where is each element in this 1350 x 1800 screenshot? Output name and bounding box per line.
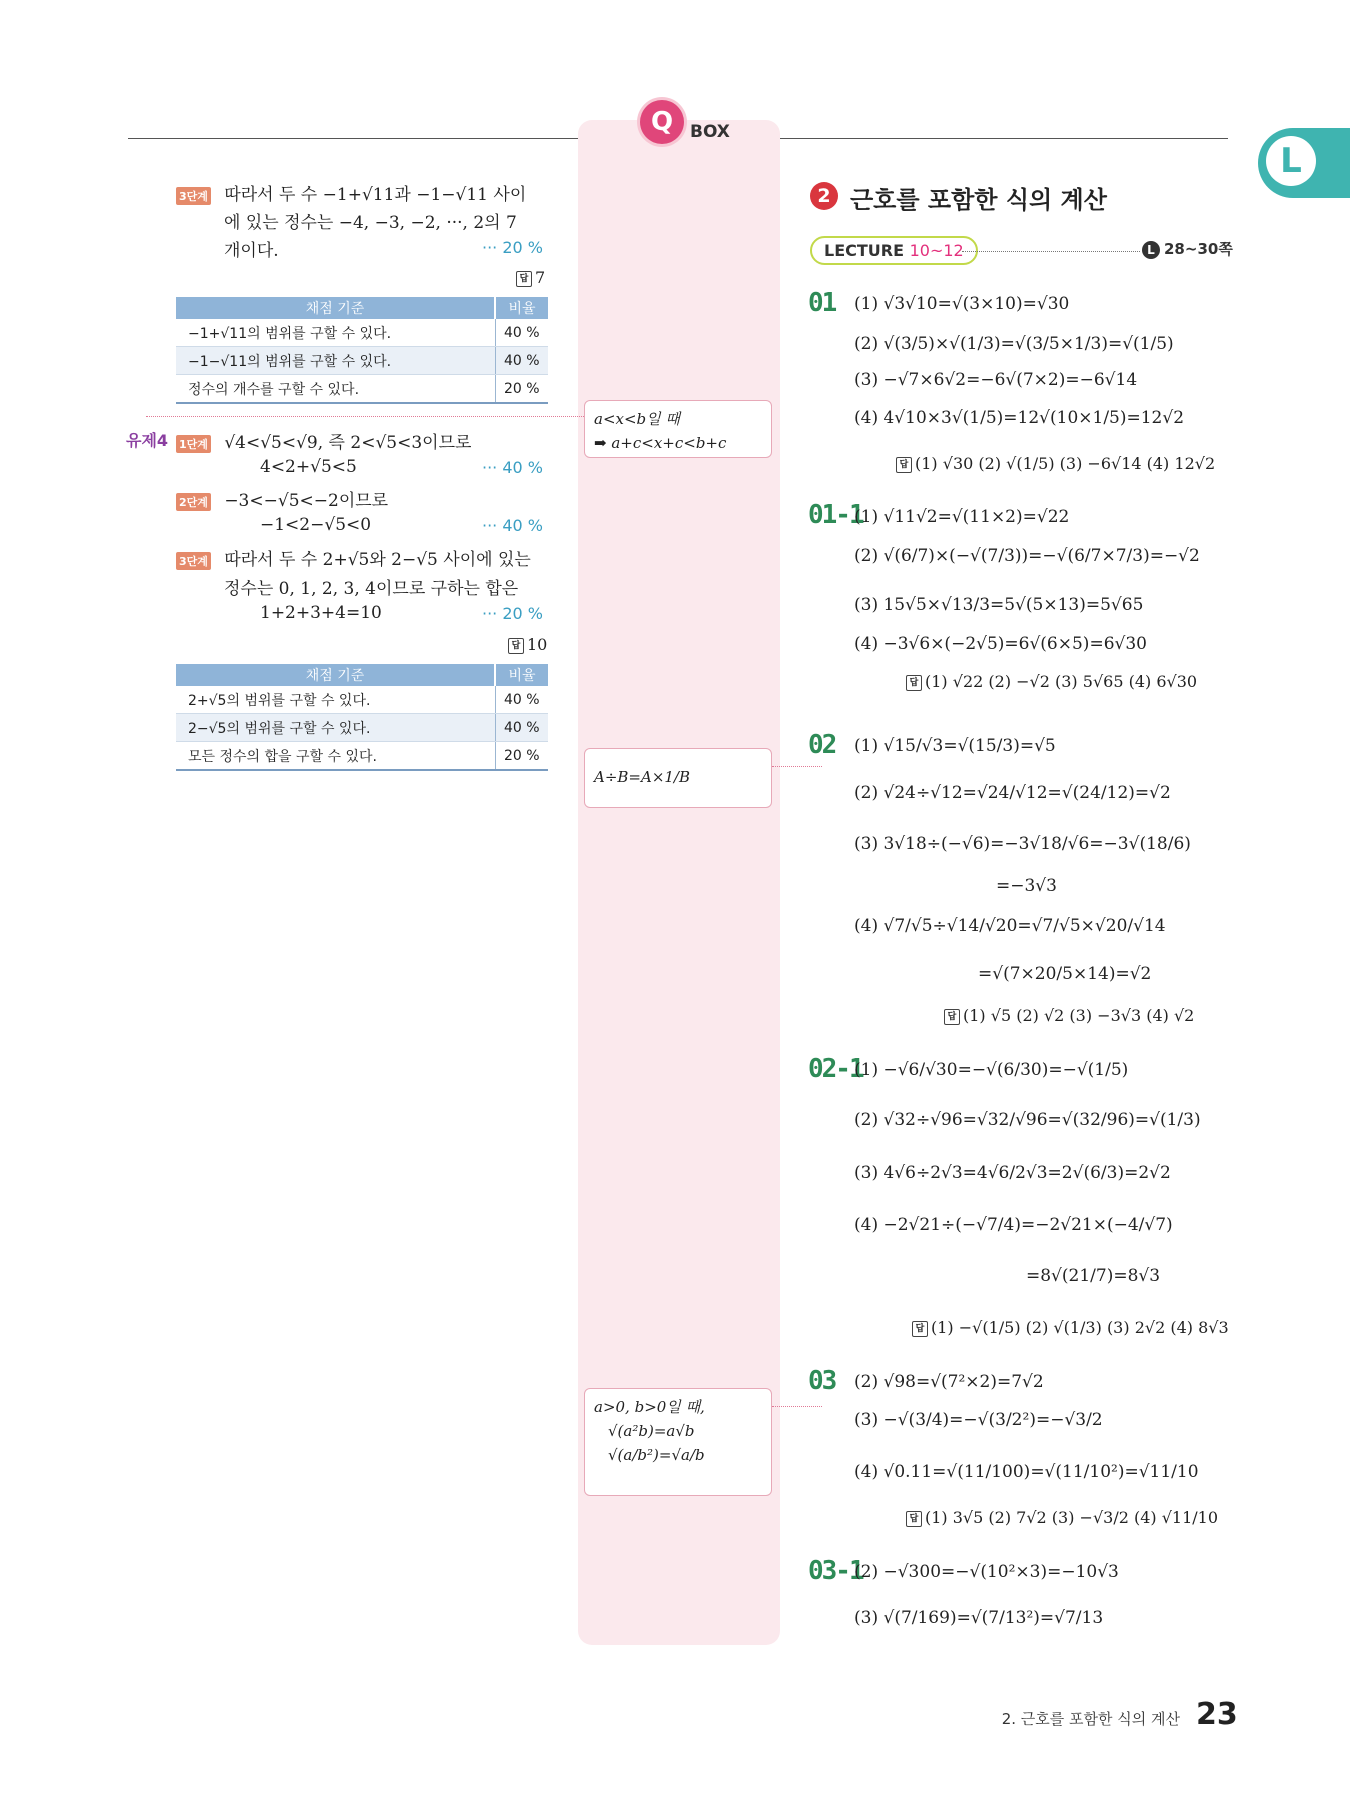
answer-value: 7 (535, 268, 546, 287)
lecture-label: LECTURE (824, 241, 905, 260)
lecture-pages-text: 28~30쪽 (1164, 240, 1233, 258)
side-tab-letter: L (1266, 136, 1316, 186)
lecture-pages (1142, 238, 1233, 259)
equation-line: (2) √32÷√96=√32/√96=√(32/96)=√(1/3) (854, 1110, 1201, 1130)
table-header-criteria: 채점 기준 (176, 664, 495, 686)
step-badge: 1단계 (176, 435, 211, 453)
left-p2-percent3: ··· 20 % (482, 604, 543, 623)
footer-chapter: 2. 근호를 포함한 식의 계산 (1001, 1710, 1180, 1728)
top-rule-right (780, 138, 1228, 139)
equation-line: (3) 3√18÷(−√6)=−3√18/√6=−3√(18/6) (854, 834, 1191, 854)
left-p2-line4: −1<2−√5<0 (260, 515, 372, 535)
equation-line: (1) √15/√3=√(15/3)=√5 (854, 736, 1056, 756)
page-number: 23 (1196, 1697, 1238, 1732)
connector-2 (772, 766, 822, 767)
lecture-range: 10~12 (909, 241, 964, 260)
problem-number: 02 (808, 730, 836, 760)
side-tab (1258, 128, 1350, 198)
scoring-table-1 (176, 297, 548, 404)
card-line: a>0, b>0일 때, (594, 1398, 705, 1416)
equation-line: (4) −3√6×(−2√5)=6√(6×5)=6√30 (854, 634, 1147, 654)
table-cell: 20 % (495, 742, 548, 771)
equation-line: (3) 15√5×√13/3=5√(5×13)=5√65 (854, 595, 1144, 615)
problem-answer (906, 672, 1197, 691)
left-p1-answer (516, 268, 545, 287)
equation-line: (4) −2√21÷(−√7/4)=−2√21×(−4/√7) (854, 1215, 1173, 1235)
problem-answer (944, 1006, 1194, 1025)
left-p1-line1 (176, 180, 526, 205)
problem-number: 03-1 (808, 1556, 863, 1586)
problem-number: 01 (808, 288, 836, 318)
text: √4<√5<√9, 즉 2<√5<3이므로 (224, 433, 472, 453)
table-cell: 40 % (495, 347, 548, 375)
section-number: 2 (810, 182, 838, 210)
equation-line: (2) √24÷√12=√24/√12=√(24/12)=√2 (854, 783, 1171, 803)
step-badge: 2단계 (176, 493, 211, 511)
text: 따라서 두 수 2+√5와 2−√5 사이에 있는 (224, 550, 531, 570)
table-cell: 20 % (495, 375, 548, 404)
problem-answer (912, 1318, 1229, 1337)
equation-line: (3) √(7/169)=√(7/13²)=√7/13 (854, 1608, 1104, 1628)
equation-line: (1) −√6/√30=−√(6/30)=−√(1/5) (854, 1060, 1129, 1080)
answer-value: (1) √30 (2) √(1/5) (3) −6√14 (4) 12√2 (915, 454, 1216, 473)
qbox-logo: Q (640, 100, 684, 144)
card-line: √(a/b²)=√a/b (608, 1446, 705, 1464)
problem-number: 03 (808, 1366, 836, 1396)
left-p2-line3 (176, 486, 388, 511)
step-badge: 3단계 (176, 552, 211, 570)
answer-icon: 답 (906, 675, 922, 691)
problem-number-text: 01-1 (808, 500, 863, 530)
left-p2-percent1: ··· 40 % (482, 458, 543, 477)
table-cell: 모든 정수의 합을 구할 수 있다. (176, 742, 495, 771)
lecture-page-icon: L (1142, 241, 1160, 259)
table-header-ratio: 비율 (495, 664, 548, 686)
table-cell: −1−√11의 범위를 구할 수 있다. (176, 347, 495, 375)
equation-line: (2) √(3/5)×√(1/3)=√(3/5×1/3)=√(1/5) (854, 334, 1174, 354)
left-p2-line7: 1+2+3+4=10 (260, 603, 382, 623)
equation-line: (2) √(6/7)×(−√(7/3))=−√(6/7×7/3)=−√2 (854, 546, 1200, 566)
answer-icon: 답 (516, 271, 532, 287)
answer-icon: 답 (912, 1321, 928, 1337)
text: −3<−√5<−2이므로 (224, 491, 389, 511)
equation-line: (1) √11√2=√(11×2)=√22 (854, 507, 1070, 527)
equation-line: (3) −√(3/4)=−√(3/2²)=−√3/2 (854, 1410, 1103, 1430)
qbox-label: BOX (690, 122, 730, 142)
table-header-ratio: 비율 (495, 297, 548, 319)
answer-value: (1) √22 (2) −√2 (3) 5√65 (4) 6√30 (925, 672, 1198, 691)
qbox-card-root-rule (584, 1388, 772, 1496)
problem-answer (896, 454, 1215, 473)
answer-value: (1) 3√5 (2) 7√2 (3) −√3/2 (4) √11/10 (925, 1508, 1219, 1527)
table-cell: −1+√11의 범위를 구할 수 있다. (176, 319, 495, 347)
table-header-criteria: 채점 기준 (176, 297, 495, 319)
equation-line: (3) −√7×6√2=−6√(7×2)=−6√14 (854, 370, 1138, 390)
card-line: a<x<b일 때 (594, 410, 680, 428)
answer-icon: 답 (944, 1009, 960, 1025)
connector-1 (146, 416, 584, 417)
answer-icon: 답 (896, 457, 912, 473)
table-cell: 40 % (495, 686, 548, 714)
problem-answer (906, 1508, 1218, 1527)
answer-value: (1) −√(1/5) (2) √(1/3) (3) 2√2 (4) 8√3 (931, 1318, 1229, 1337)
left-p2-line5 (176, 545, 531, 570)
qbox-card-inequality (584, 400, 772, 458)
equation-line: (2) −√300=−√(10²×3)=−10√3 (854, 1562, 1119, 1582)
equation-line: (2) √98=√(7²×2)=7√2 (854, 1372, 1044, 1392)
left-p2-answer (508, 635, 547, 654)
left-p2-line1 (176, 428, 471, 453)
table-cell: 40 % (495, 319, 548, 347)
equation-line: (4) 4√10×3√(1/5)=12√(10×1/5)=12√2 (854, 408, 1185, 428)
equation-line: =√(7×20/5×14)=√2 (978, 964, 1152, 984)
left-p2-percent2: ··· 40 % (482, 516, 543, 535)
answer-icon: 답 (906, 1511, 922, 1527)
answer-icon: 답 (508, 638, 524, 654)
connector-3 (772, 1406, 822, 1407)
table-cell: 2+√5의 범위를 구할 수 있다. (176, 686, 495, 714)
card-line: √(a²b)=a√b (608, 1422, 695, 1440)
step-badge: 3단계 (176, 187, 211, 205)
problem-number: 02-1 (808, 1054, 863, 1084)
answer-value: 10 (527, 635, 548, 654)
scoring-table-2 (176, 664, 548, 771)
lecture-pill (810, 236, 978, 265)
table-cell: 정수의 개수를 구할 수 있다. (176, 375, 495, 404)
equation-line: (4) √0.11=√(11/100)=√(11/10²)=√11/10 (854, 1462, 1199, 1482)
qbox-card-division (584, 748, 772, 808)
text: 따라서 두 수 −1+√11과 −1−√11 사이 (224, 185, 527, 205)
answer-value: (1) √5 (2) √2 (3) −3√3 (4) √2 (963, 1006, 1195, 1025)
left-p2-line2: 4<2+√5<5 (260, 457, 357, 477)
card-line: A÷B=A×1/B (594, 768, 691, 786)
left-p1-percent: ··· 20 % (482, 238, 543, 257)
section-title: 근호를 포함한 식의 계산 (850, 186, 1107, 214)
equation-line: =−3√3 (996, 876, 1057, 896)
table-cell: 40 % (495, 714, 548, 742)
left-p2-line6: 정수는 0, 1, 2, 3, 4이므로 구하는 합은 (224, 579, 519, 599)
lecture-dotted-line (962, 251, 1140, 252)
yuje-label: 유제4 (126, 431, 169, 450)
left-p1-line2: 에 있는 정수는 −4, −3, −2, ···, 2의 7 (224, 213, 517, 233)
equation-line: =8√(21/7)=8√3 (1026, 1266, 1161, 1286)
top-rule-left (128, 138, 578, 139)
left-p1-line3: 개이다. (224, 241, 279, 261)
equation-line: (3) 4√6÷2√3=4√6/2√3=2√(6/3)=2√2 (854, 1163, 1171, 1183)
card-line: ➡ a+c<x+c<b+c (594, 434, 727, 452)
equation-line: (4) √7/√5÷√14/√20=√7/√5×√20/√14 (854, 916, 1166, 936)
equation-line: (1) √3√10=√(3×10)=√30 (854, 294, 1070, 314)
table-cell: 2−√5의 범위를 구할 수 있다. (176, 714, 495, 742)
